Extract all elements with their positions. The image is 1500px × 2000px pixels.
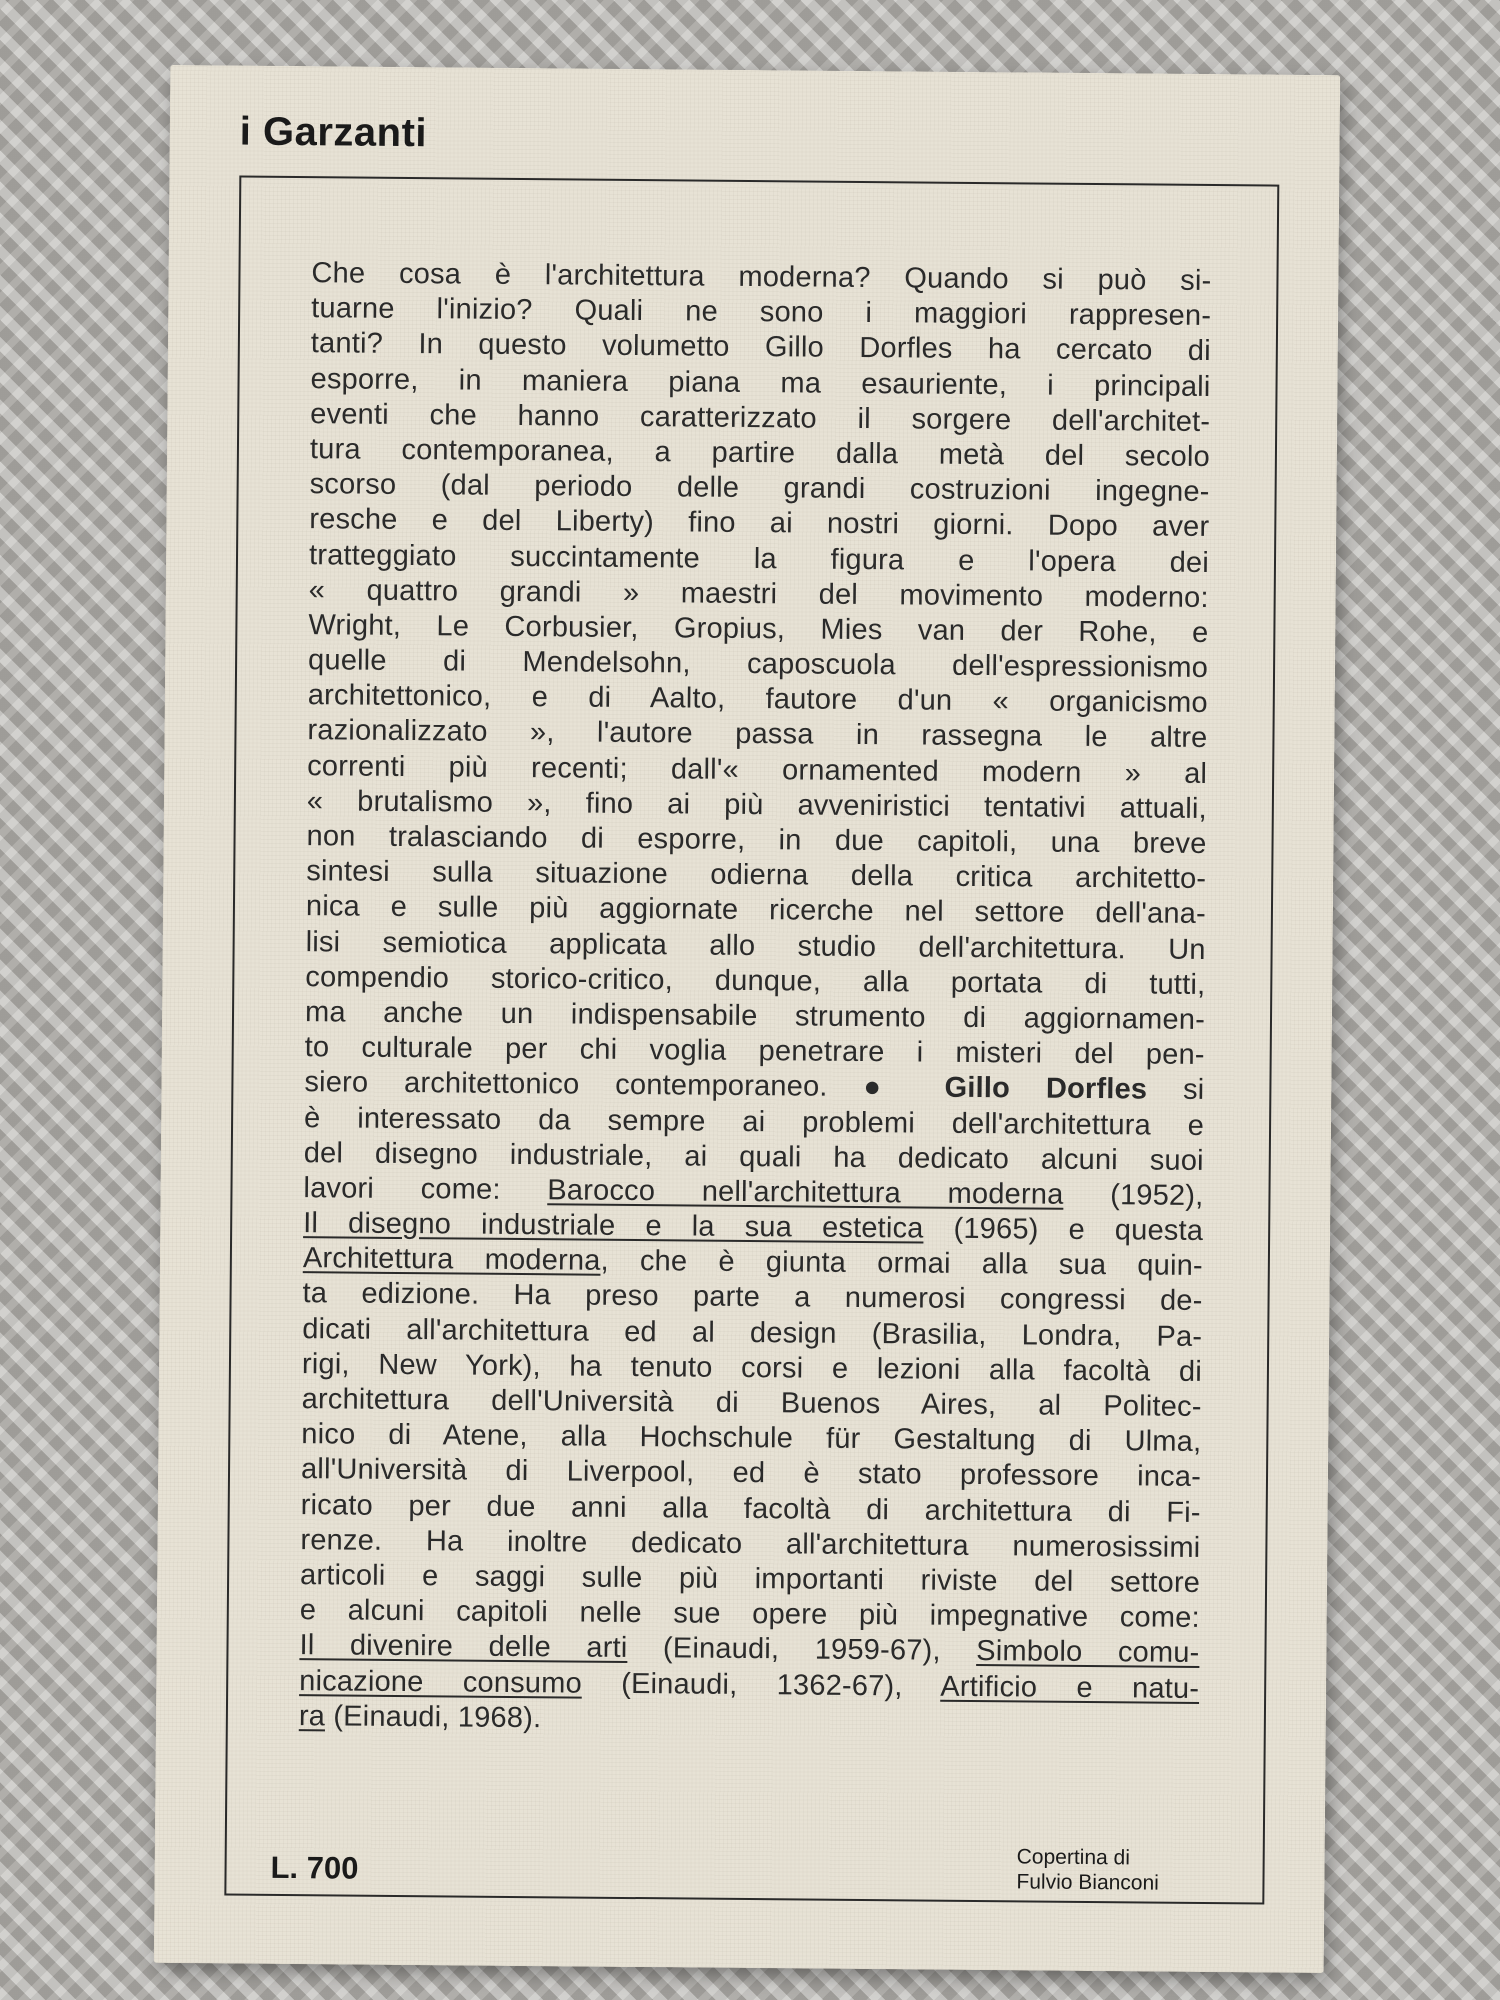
book-title: nicazione consumo (299, 1664, 583, 1700)
blurb-line: correnti più recenti; dall'« ornamented modern » al (307, 749, 1208, 790)
price-label: L. 700 (270, 1849, 359, 1886)
publisher-logo: i Garzanti (239, 109, 428, 156)
blurb-line: lisi semiotica applicata allo studio dell'architettura. Un (305, 925, 1206, 966)
blurb-text: si (1182, 1074, 1205, 1107)
blurb-line: quelle di Mendelsohn, caposcuola dell'espressionismo (307, 644, 1209, 685)
blurb-line: sintesi sulla situazione odierna della critica architetto- (306, 855, 1207, 896)
blurb-line: tanti? In questo volumetto Gillo Dorfles ha cercato di (310, 327, 1211, 368)
blurb-text: (1952), (1110, 1179, 1204, 1212)
book-title: Simbolo comu- (976, 1635, 1200, 1670)
blurb-line: resche e del Liberty) fino ai nostri giorni. Dopo aver (309, 503, 1210, 544)
blurb-text: (Einaudi, 1959-67), (662, 1632, 941, 1668)
blurb-text: (1965) e questa (953, 1212, 1204, 1248)
book-title: Barocco nell'architettura moderna (547, 1174, 1064, 1211)
blurb-line: scorso (dal periodo delle grandi costruzioni ingegne- (309, 468, 1210, 509)
blurb-line: eventi che hanno caratterizzato il sorgere dell'architet- (310, 397, 1211, 438)
blurb-line: razionalizzato », l'autore passa in rassegna le altre (307, 714, 1208, 755)
blurb-line: nico di Atene, alla Hochschule für Gestaltung di Ulma, (301, 1418, 1202, 1459)
blurb-line: tura contemporanea, a partire dalla metà del secolo (309, 433, 1211, 473)
book-title: Il disegno industriale e la sua estetica (303, 1207, 924, 1245)
blurb-line: « quattro grandi » maestri del movimento moderno: (308, 573, 1209, 614)
back-cover-blurb (299, 256, 1212, 1742)
blurb-line: non tralasciando di esporre, in due capitoli, una breve (306, 820, 1207, 861)
credit-line: Fulvio Bianconi (1016, 1870, 1159, 1895)
blurb-line: esporre, in maniera piana ma esauriente, i principali (310, 362, 1211, 403)
blurb-line: ma anche un indispensabile strumento di aggiornamen- (304, 996, 1206, 1036)
book-title: Il divenire delle arti (299, 1629, 628, 1665)
blurb-line: tuarne l'inizio? Quali ne sono i maggiori rappresen- (311, 292, 1212, 333)
blurb-line: dicati all'architettura ed al design (Brasilia, Londra, Pa- (302, 1312, 1203, 1353)
blurb-line: articoli e saggi sulle più importanti riviste del settore (299, 1559, 1201, 1599)
blurb-text: siero architettonico contemporaneo. ● (304, 1066, 909, 1104)
blurb-line: Che cosa è l'architettura moderna? Quando si può si- (311, 257, 1212, 298)
blurb-line: ricato per due anni alla facoltà di architettura di Fi- (300, 1488, 1201, 1529)
blurb-text: (Einaudi, 1362-67), (621, 1667, 903, 1702)
blurb-line: to culturale per chi voglia penetrare i misteri del pen- (304, 1031, 1205, 1072)
blurb-text: , che è giunta ormai alla sua quin- (600, 1244, 1203, 1283)
book-title: Artificio e natu- (940, 1670, 1200, 1705)
blurb-line: tratteggiato succintamente la figura e l'opera dei (308, 538, 1210, 579)
blurb-line: all'Università di Liverpool, ed è stato professore inca- (300, 1453, 1202, 1494)
blurb-line: Wright, Le Corbusier, Gropius, Mies van der Rohe, e (308, 609, 1209, 649)
blurb-line: rigi, New York), ha tenuto corsi e lezioni alla facoltà di (301, 1347, 1203, 1388)
blurb-text: (Einaudi, 1968). (333, 1700, 542, 1734)
blurb-line: e alcuni capitoli nelle sue opere più impegnative come: (299, 1594, 1200, 1635)
cover-credit (1016, 1844, 1159, 1895)
book-title: Architettura moderna (302, 1242, 601, 1277)
blurb-line: « brutalismo », fino ai più avveniristici tentativi attuali, (306, 784, 1207, 825)
book-title: ra (298, 1699, 326, 1733)
blurb-line: è interessato da sempre ai problemi dell'architettura e (303, 1101, 1205, 1142)
blurb-line: ta edizione. Ha preso parte a numerosi congressi de- (302, 1277, 1203, 1318)
credit-line: Copertina di (1016, 1845, 1131, 1870)
blurb-line: architettura dell'Università di Buenos Aires, al Politec- (301, 1383, 1202, 1423)
blurb-line: del disegno industriale, ai quali ha dedicato alcuni suoi (303, 1136, 1204, 1177)
blurb-line: renze. Ha inoltre dedicato all'architettura numerosissimi (300, 1523, 1201, 1564)
blurb-line: architettonico, e di Aalto, fautore d'un « organicismo (307, 679, 1208, 720)
blurb-line: nica e sulle più aggiornate ricerche nel settore dell'ana- (305, 890, 1207, 931)
blurb-line: compendio storico-critico, dunque, alla portata di tutti, (305, 960, 1206, 1001)
blurb-text: lavori come: (303, 1172, 501, 1206)
book-back-cover (154, 65, 1341, 1973)
author-name: Gillo Dorfles (944, 1072, 1148, 1106)
